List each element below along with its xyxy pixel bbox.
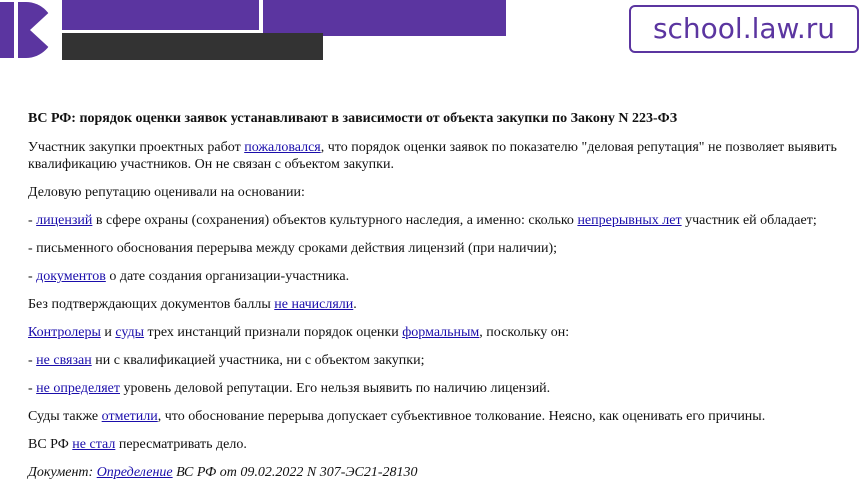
text: - <box>28 381 37 396</box>
text: и <box>100 325 116 340</box>
paragraph-no-points <box>28 296 858 313</box>
link-not-awarded[interactable]: не начисляли <box>274 297 354 312</box>
text: , поскольку он: <box>479 325 570 340</box>
text: Документ: <box>28 465 97 480</box>
link-not-determine[interactable]: не определяет <box>36 381 120 396</box>
paragraph-courts <box>28 324 858 341</box>
site-header <box>0 0 863 70</box>
link-courts[interactable]: суды <box>115 325 145 340</box>
header-accent-bar <box>62 0 259 30</box>
text: Участник закупки проектных работ <box>28 140 245 155</box>
paragraph-noted <box>28 408 858 425</box>
list-item-documents <box>28 268 858 285</box>
text: - <box>28 213 37 228</box>
text: о дате создания организации-участника. <box>105 269 350 284</box>
list-item-justification: - письменного обоснования перерыва между сроками действия лицензий (при наличии); <box>28 241 558 256</box>
link-continuous-years[interactable]: непрерывных лет <box>577 213 682 228</box>
header-dark-bar <box>62 33 323 60</box>
text: ВС РФ от 09.02.2022 N 307-ЭС21-28130 <box>172 465 418 480</box>
header-accent-bar <box>263 0 506 36</box>
paragraph-complaint <box>28 139 858 173</box>
text: уровень деловой репутации. Его нельзя выявить по наличию лицензий. <box>120 381 551 396</box>
link-complained[interactable]: пожаловался <box>244 140 321 155</box>
document-reference <box>28 464 858 481</box>
list-item-licenses <box>28 212 858 229</box>
text: - <box>28 353 37 368</box>
text: , что порядок оценки заявок по показателю "деловая репутация" не позволяет выявить квалификацию участников. Он не связан с объектом закупки. <box>28 140 837 172</box>
text: трех инстанций признали порядок оценки <box>144 325 403 340</box>
text: участник ей обладает; <box>681 213 817 228</box>
link-formal[interactable]: формальным <box>402 325 480 340</box>
text: в сфере охраны (сохранения) объектов культурного наследия, а именно: сколько <box>92 213 578 228</box>
article-title: ВС РФ: порядок оценки заявок устанавливают в зависимости от объекта закупки по Закону N 223-ФЗ <box>28 111 678 126</box>
text: ВС РФ <box>28 437 73 452</box>
link-documents[interactable]: документов <box>36 269 106 284</box>
article <box>28 110 858 492</box>
text: Без подтверждающих документов баллы <box>28 297 275 312</box>
site-badge[interactable]: school.law.ru <box>629 5 859 53</box>
text: пересматривать дело. <box>115 437 247 452</box>
link-ruling[interactable]: Определение <box>96 465 173 480</box>
text: Суды также <box>28 409 102 424</box>
text: . <box>353 297 357 312</box>
text: - <box>28 269 37 284</box>
text: , что обоснование перерыва допускает субъективное толкование. Неясно, как оценивать его причины. <box>157 409 766 424</box>
link-did-not[interactable]: не стал <box>72 437 116 452</box>
text: ни с квалификацией участника, ни с объектом закупки; <box>91 353 425 368</box>
link-not-linked[interactable]: не связан <box>36 353 92 368</box>
link-controllers[interactable]: Контролеры <box>28 325 101 340</box>
link-licenses[interactable]: лицензий <box>36 213 93 228</box>
paragraph-supreme-court <box>28 436 858 453</box>
link-noted[interactable]: отметили <box>101 409 158 424</box>
list-item-not-linked <box>28 352 858 369</box>
list-item-not-determine <box>28 380 858 397</box>
paragraph-basis: Деловую репутацию оценивали на основании: <box>28 185 305 200</box>
d-letter-logo-icon[interactable] <box>0 2 56 58</box>
